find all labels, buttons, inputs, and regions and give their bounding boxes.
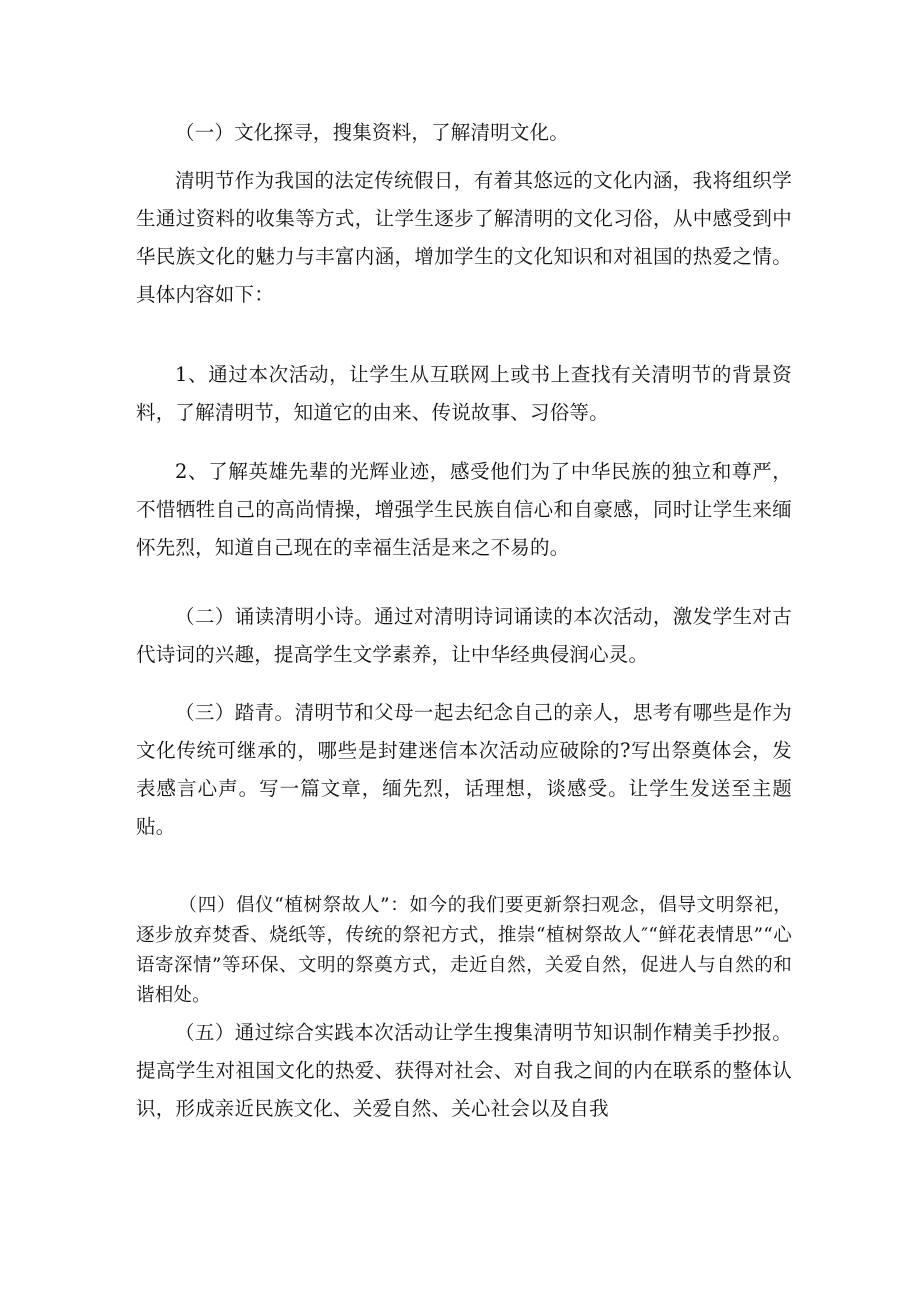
paragraph-section-5: （五）通过综合实践本次活动让学生搜集清明节知识制作精美手抄报。提高学生对祖国文化的热爱、获得对社会、对自我之间的内在联系的整体认识，形成亲近民族文化、关爱自然、关心社会以及自我 <box>136 1021 792 1120</box>
paragraph-section-2: （二）诵读清明小诗。通过对清明诗词诵读的本次活动，激发学生对古代诗词的兴趣，提高学生文学素养，让中华经典侵润心灵。 <box>136 605 792 666</box>
paragraph-intro: 清明节作为我国的法定传统假日，有着其悠远的文化内涵，我将组织学生通过资料的收集等方式，让学生逐步了解清明的文化习俗，从中感受到中华民族文化的魅力与丰富内涵，增加学生的文化知识和对祖国的热爱之情。具体内容如下： <box>136 169 792 306</box>
paragraph-section-3: （三）踏青。清明节和父母一起去纪念自己的亲人，思考有哪些是作为文化传统可继承的，哪些是封建迷信本次活动应破除的?写出祭奠体会，发表感言心声。写一篇文章，缅先烈，话理想，谈感受。让学生发送至主题贴。 <box>136 701 792 838</box>
paragraph-section-4: （四）倡仪“植树祭故人”：如今的我们要更新祭扫观念，倡导文明祭祀，逐步放弃焚香、烧纸等，传统的祭祀方式，推崇“植树祭故人″“鲜花表情思”“心语寄深情”等环保、文明的祭奠方式，走近自然，关爱自然，促进人与自然的和谐相处。 <box>136 895 792 1006</box>
paragraph-item-1: 1、通过本次活动，让学生从互联网上或书上查找有关清明节的背景资料，了解清明节，知道它的由来、传说故事、习俗等。 <box>136 363 792 424</box>
paragraph-item-2: 2、了解英雄先辈的光辉业迹，感受他们为了中华民族的独立和尊严，不惜牺牲自己的高尚情操，增强学生民族自信心和自豪感，同时让学生来缅怀先烈，知道自己现在的幸福生活是来之不易的。 <box>136 460 792 559</box>
section-heading-1: （一）文化探寻，搜集资料，了解清明文化。 <box>175 121 570 144</box>
